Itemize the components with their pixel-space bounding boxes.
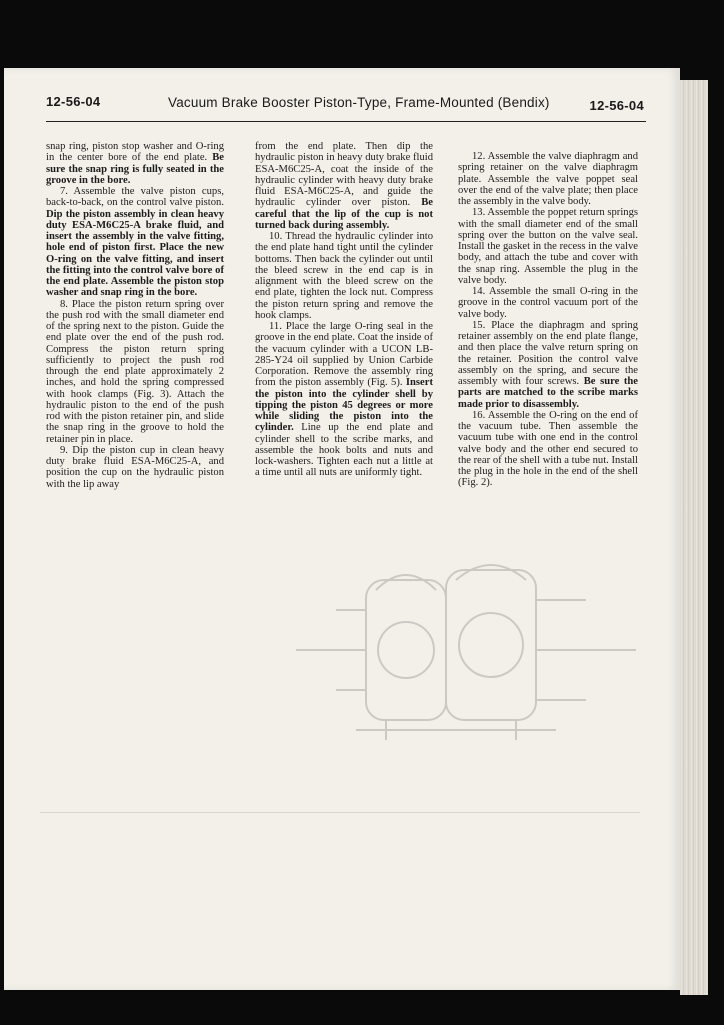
paragraph — [255, 141, 433, 231]
step-10: 10. Thread the hydraulic cylinder into the end plate hand tight until the cylinder bottoms. Then back the cylinder out until the bleed screw in the end cap is in alignment with the bleed screw on the end plate, tighten the lock nut. Compress the piston return spring and remove the hook clamps. — [255, 231, 433, 321]
text-column-2 — [255, 141, 433, 479]
step-13: 13. Assemble the poppet return springs with the small diameter end of the small spring over the button on the valve seal. Install the gasket in the recess in the valve body, and attach the tube and cover with the snap ring. Assemble the plug in the valve body. — [458, 207, 638, 286]
paragraph-text: Line up the end plate and cylinder shell to the scribe marks, and assemble the hook bolts and nuts and lock-washers. Tighten each nut a little at a time until all nuts are uniformly tight. — [255, 422, 433, 479]
caution-text: Be careful that the lip of the cup is not turned back during assembly. — [255, 197, 433, 231]
show-through-figure — [236, 540, 676, 750]
page-number-left: 12-56-04 — [46, 94, 101, 109]
step-9: 9. Dip the piston cup in clean heavy duty brake fluid ESA-M6C25-A, and position the cup on the hydraulic piston with the lip away — [46, 444, 224, 490]
paragraph-text: from the end plate. Then dip the hydraulic piston in heavy duty brake fluid ESA-M6C25-A, coat the inside of the hydraulic cylinder with heavy duty brake fluid ESA-M6C25-A, and guide the hydraulic cylinder over piston. — [255, 141, 433, 209]
paragraph-text: snap ring, piston stop washer and O-ring in the center bore of the end plate. — [46, 141, 224, 164]
paragraph-text: 11. Place the large O-ring seal in the groove in the end plate. Coat the inside of the vacuum cylinder with a UCON LB-285-Y24 oil supplied by Union Carbide Corporation. Remove the assembly ring from the piston assembly (Fig. 5). — [255, 321, 433, 389]
section-title: Vacuum Brake Booster Piston-Type, Frame-Mounted (Bendix) — [168, 95, 550, 110]
caution-text: Insert the piston into the cylinder shell by tipping the piston 45 degrees or more while sliding the piston into the cylinder. — [255, 377, 433, 434]
page-number-right: 12-56-04 — [589, 98, 644, 113]
step-12: 12. Assemble the valve diaphragm and spring retainer on the valve diaphragm plate. Assemble the valve poppet seal over the end of the valve plate; then place the assembly in the valve body. — [458, 151, 638, 207]
paragraph-text: 15. Place the diaphragm and spring retainer assembly on the end plate flange, and then place the valve return spring on the retainer. Position the control valve assembly on the spring, and secure the assembly with four screws. — [458, 319, 638, 387]
caution-text: Be sure the snap ring is fully seated in the groove in the bore. — [46, 152, 224, 186]
paragraph — [46, 141, 224, 186]
step-8: 8. Place the piston return spring over the push rod with the small diameter end of the spring next to the piston. Guide the end plate over the end of the push rod. Compress the piston return spring sufficiently to project the push rod through the end plate approximately 2 inches, and hold the spring compressed with hook clamps (Fig. 3). Attach the hydraulic piston to the end of the push rod with the piston retainer pin, and slide the snap ring in the groove to hold the retainer pin in place. — [46, 298, 224, 445]
step-11 — [255, 321, 433, 479]
step-15 — [458, 320, 638, 410]
text-column-1 — [46, 141, 224, 490]
caution-text: Dip the piston assembly in clean heavy duty ESA-M6C25-A brake fluid, and insert the assembly in the valve fitting, hole end of piston first. Place the new O-ring on the valve fitting, and insert the fitting into the control valve bore of the end plate. Assemble the piston stop washer and snap ring in the bore. — [46, 208, 224, 299]
header-rule — [46, 121, 646, 122]
page-stack-edges — [680, 80, 708, 995]
text-column-3 — [458, 151, 638, 489]
show-through-rule — [40, 812, 640, 813]
page-header — [46, 94, 646, 120]
step-16: 16. Assemble the O-ring on the end of the vacuum tube. Then assemble the vacuum tube with one end in the control valve body and the other end secured to the rear of the shell with a tube nut. Install the plug in the hole in the end of the shell (Fig. 2). — [458, 409, 638, 489]
paragraph-text: 7. Assemble the valve piston cups, back-to-back, on the control valve piston. — [46, 186, 224, 209]
caution-text: Be sure the parts are matched to the scribe marks made prior to disassembly. — [458, 376, 638, 410]
step-7 — [46, 186, 224, 299]
step-14: 14. Assemble the small O-ring in the groove in the control vacuum port of the valve body. — [458, 286, 638, 320]
